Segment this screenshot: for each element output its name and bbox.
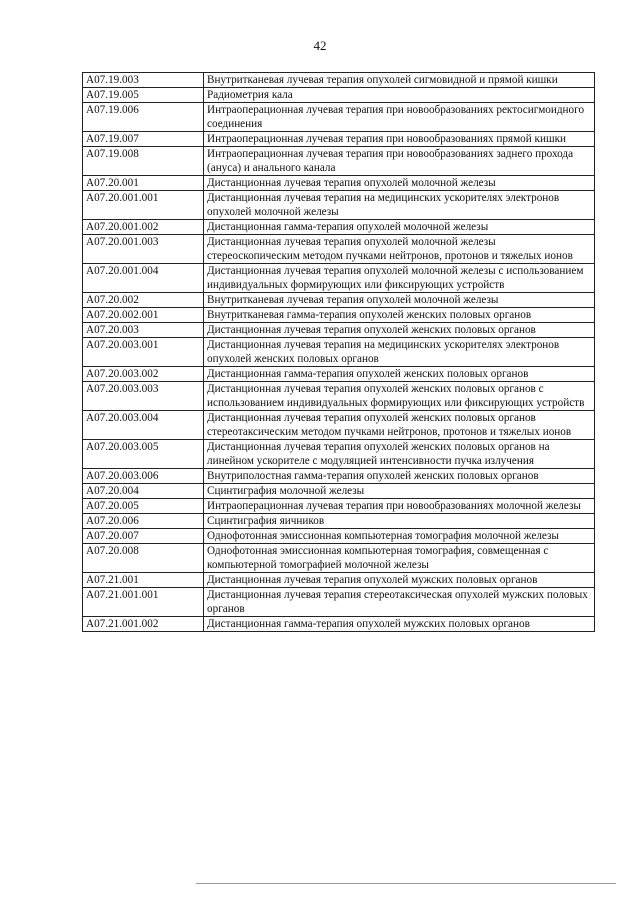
table-row <box>83 411 595 440</box>
service-code: A07.20.006 <box>83 514 204 529</box>
service-code: A07.19.006 <box>83 103 204 132</box>
table-row <box>83 573 595 588</box>
service-code: A07.20.003.003 <box>83 382 204 411</box>
service-description: Сцинтиграфия яичников <box>204 514 595 529</box>
table-row <box>83 132 595 147</box>
service-description: Внутритканевая гамма-терапия опухолей женских половых органов <box>204 308 595 323</box>
table-row <box>83 73 595 88</box>
service-description: Интраоперационная лучевая терапия при новообразованиях заднего прохода (ануса) и анального канала <box>204 147 595 176</box>
page-number: 42 <box>313 38 327 53</box>
service-description: Интраоперационная лучевая терапия при новообразованиях молочной железы <box>204 499 595 514</box>
service-description: Однофотонная эмиссионная компьютерная томография, совмещенная с компьютерной томографией молочной железы <box>204 544 595 573</box>
service-description: Внутритканевая лучевая терапия опухолей молочной железы <box>204 293 595 308</box>
service-description: Дистанционная лучевая терапия опухолей женских половых органов на линейном ускорителе с модуляцией интенсивности пучка излучения <box>204 440 595 469</box>
service-code: A07.20.005 <box>83 499 204 514</box>
service-code: A07.20.003.005 <box>83 440 204 469</box>
service-description: Дистанционная лучевая терапия на медицинских ускорителях электронов опухолей женских половых органов <box>204 338 595 367</box>
table-row <box>83 382 595 411</box>
service-code: A07.20.002.001 <box>83 308 204 323</box>
service-description: Радиометрия кала <box>204 88 595 103</box>
service-description: Дистанционная лучевая терапия опухолей женских половых органов стереотаксическим методом пучками нейтронов, протонов и тяжелых ионов <box>204 411 595 440</box>
service-code: A07.19.005 <box>83 88 204 103</box>
table-row <box>83 617 595 632</box>
service-description: Дистанционная лучевая терапия опухолей молочной железы стереоскопическим методом пучками нейтронов, протонов и тяжелых ионов <box>204 235 595 264</box>
service-description: Дистанционная гамма-терапия опухолей молочной железы <box>204 220 595 235</box>
service-code: A07.20.003.002 <box>83 367 204 382</box>
service-code: A07.19.007 <box>83 132 204 147</box>
service-code: A07.20.004 <box>83 484 204 499</box>
table-row <box>83 588 595 617</box>
service-description: Дистанционная лучевая терапия опухолей молочной железы с использованием индивидуальных формирующих или фиксирующих устройств <box>204 264 595 293</box>
service-code: A07.20.008 <box>83 544 204 573</box>
service-description: Дистанционная лучевая терапия опухолей молочной железы <box>204 176 595 191</box>
service-description: Дистанционная гамма-терапия опухолей женских половых органов <box>204 367 595 382</box>
service-description: Интраоперационная лучевая терапия при новообразованиях прямой кишки <box>204 132 595 147</box>
service-code: A07.21.001.002 <box>83 617 204 632</box>
table-row <box>83 191 595 220</box>
table-row <box>83 440 595 469</box>
table-row <box>83 529 595 544</box>
service-code: A07.19.008 <box>83 147 204 176</box>
table-row <box>83 367 595 382</box>
service-code: A07.20.001.004 <box>83 264 204 293</box>
service-description: Однофотонная эмиссионная компьютерная томография молочной железы <box>204 529 595 544</box>
service-description: Внутритканевая лучевая терапия опухолей сигмовидной и прямой кишки <box>204 73 595 88</box>
service-description: Внутриполостная гамма-терапия опухолей женских половых органов <box>204 469 595 484</box>
table-row <box>83 308 595 323</box>
table-row <box>83 176 595 191</box>
service-code: A07.20.002 <box>83 293 204 308</box>
service-description: Интраоперационная лучевая терапия при новообразованиях ректосигмоидного соединения <box>204 103 595 132</box>
service-description: Дистанционная лучевая терапия на медицинских ускорителях электронов опухолей молочной железы <box>204 191 595 220</box>
table-row <box>83 469 595 484</box>
service-code: A07.20.001.003 <box>83 235 204 264</box>
service-code: A07.20.003.001 <box>83 338 204 367</box>
service-code: A07.20.003 <box>83 323 204 338</box>
table-row <box>83 293 595 308</box>
service-code: A07.20.001 <box>83 176 204 191</box>
service-description: Дистанционная лучевая терапия опухолей женских половых органов <box>204 323 595 338</box>
service-code: A07.20.001.002 <box>83 220 204 235</box>
service-code: A07.20.007 <box>83 529 204 544</box>
service-description: Дистанционная лучевая терапия опухолей женских половых органов с использованием индивидуальных формирующих или фиксирующих устройств <box>204 382 595 411</box>
service-description: Сцинтиграфия молочной железы <box>204 484 595 499</box>
table-row <box>83 264 595 293</box>
table-row <box>83 147 595 176</box>
table-row <box>83 499 595 514</box>
table-row <box>83 338 595 367</box>
service-code: A07.20.001.001 <box>83 191 204 220</box>
service-code: A07.20.003.006 <box>83 469 204 484</box>
table-row <box>83 88 595 103</box>
service-description: Дистанционная лучевая терапия стереотаксическая опухолей мужских половых органов <box>204 588 595 617</box>
service-code: A07.21.001.001 <box>83 588 204 617</box>
service-description: Дистанционная лучевая терапия опухолей мужских половых органов <box>204 573 595 588</box>
table-row <box>83 103 595 132</box>
service-code: A07.19.003 <box>83 73 204 88</box>
service-code: A07.20.003.004 <box>83 411 204 440</box>
table-row <box>83 514 595 529</box>
scan-edge-line <box>196 883 616 884</box>
table-row <box>83 544 595 573</box>
table-row <box>83 484 595 499</box>
table-row <box>83 235 595 264</box>
table-body <box>83 73 595 632</box>
service-code: A07.21.001 <box>83 573 204 588</box>
table-row <box>83 323 595 338</box>
service-description: Дистанционная гамма-терапия опухолей мужских половых органов <box>204 617 595 632</box>
table-row <box>83 220 595 235</box>
procedure-codes-table <box>82 72 595 632</box>
